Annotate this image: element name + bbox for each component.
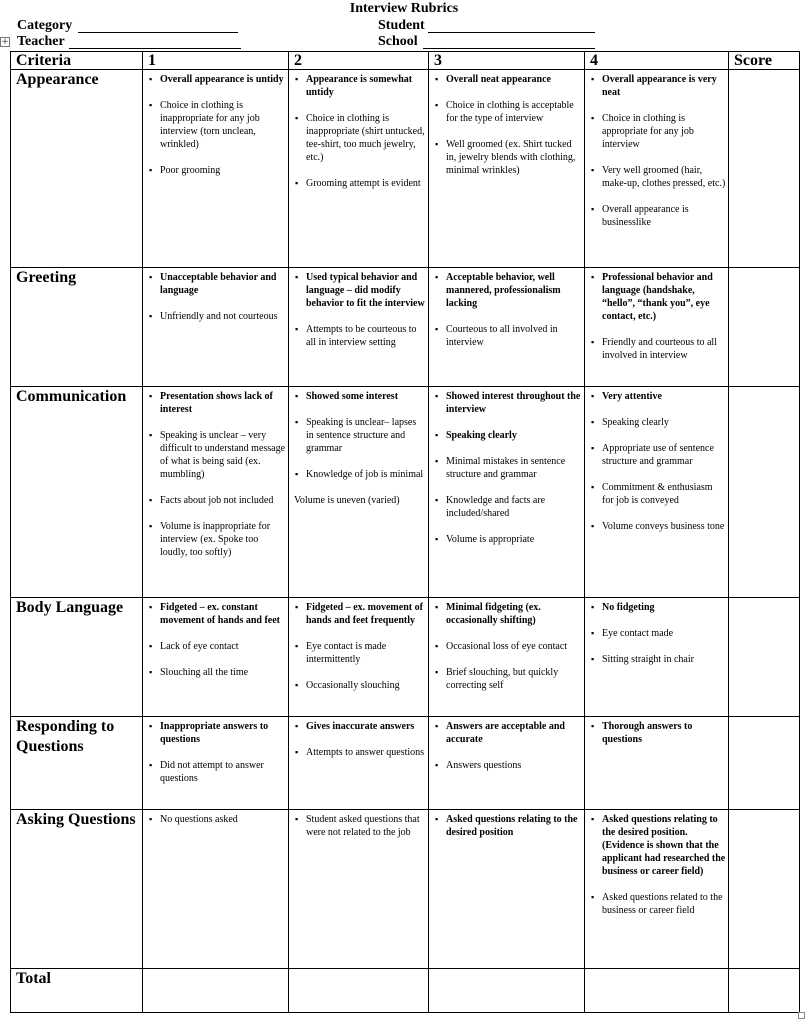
header-level-1: 1 bbox=[143, 52, 289, 70]
descriptor-item: Volume is uneven (varied) bbox=[294, 495, 400, 506]
descriptor-item: ▪ Asked questions relating to the desired position. (Evidence is shown that the applicant had researched the business or career field) bbox=[590, 813, 726, 878]
student-label: Student bbox=[378, 18, 425, 33]
level-1-cell bbox=[143, 969, 289, 1013]
descriptor-item: ▪ Attempts to be courteous to all in interview setting bbox=[294, 323, 426, 349]
descriptor-item: ▪ Commitment & enthusiasm for job is conveyed bbox=[590, 481, 726, 507]
rubric-row-body-language bbox=[11, 598, 800, 717]
descriptor-item: ▪ Eye contact made bbox=[590, 627, 726, 640]
rubric-row-greeting bbox=[11, 268, 800, 387]
level-1-cell bbox=[143, 810, 289, 969]
descriptor-item: ▪ Lack of eye contact bbox=[148, 640, 286, 653]
descriptor-item: ▪ Choice in clothing is acceptable for the type of interview bbox=[434, 99, 582, 125]
rubric-table bbox=[10, 51, 800, 1013]
level-3-cell bbox=[429, 70, 585, 268]
level-2-cell bbox=[289, 268, 429, 387]
descriptor-item: ▪ Presentation shows lack of interest bbox=[148, 390, 286, 416]
score-cell[interactable] bbox=[729, 70, 800, 268]
descriptor-item: ▪ Very well groomed (hair, make-up, clothes pressed, etc.) bbox=[590, 164, 726, 190]
header-level-3: 3 bbox=[429, 52, 585, 70]
score-cell[interactable] bbox=[729, 268, 800, 387]
descriptor-item: ▪ No questions asked bbox=[148, 813, 286, 826]
descriptor-item: ▪ Brief slouching, but quickly correcting self bbox=[434, 666, 582, 692]
score-cell[interactable] bbox=[729, 717, 800, 810]
level-2-cell bbox=[289, 717, 429, 810]
rubric-row-responding-to-questions bbox=[11, 717, 800, 810]
descriptor-item: ▪ Unacceptable behavior and language bbox=[148, 271, 286, 297]
teacher-field[interactable] bbox=[69, 48, 241, 49]
descriptor-item: ▪ Professional behavior and language (handshake, “hello”, “thank you”, eye contact, etc.) bbox=[590, 271, 726, 323]
level-1-cell bbox=[143, 70, 289, 268]
rubric-row-appearance bbox=[11, 70, 800, 268]
descriptor-item: ▪ Sitting straight in chair bbox=[590, 653, 726, 666]
level-4-cell bbox=[585, 70, 729, 268]
descriptor-item: ▪ Choice in clothing is inappropriate for any job interview (torn unclean, wrinkled) bbox=[148, 99, 286, 151]
level-2-cell bbox=[289, 598, 429, 717]
descriptor-item: ▪ Overall appearance is businesslike bbox=[590, 203, 726, 229]
descriptor-item: ▪ Courteous to all involved in interview bbox=[434, 323, 582, 349]
descriptor-item: ▪ Speaking is unclear– lapses in sentence structure and grammar bbox=[294, 416, 426, 455]
descriptor-item: ▪ Knowledge of job is minimal bbox=[294, 468, 426, 481]
descriptor-item: ▪ Asked questions related to the business or career field bbox=[590, 891, 726, 917]
level-2-cell bbox=[289, 969, 429, 1013]
descriptor-item: ▪ Thorough answers to questions bbox=[590, 720, 726, 746]
level-1-cell bbox=[143, 717, 289, 810]
level-4-cell bbox=[585, 810, 729, 969]
descriptor-item: ▪ Used typical behavior and language – did modify behavior to fit the interview bbox=[294, 271, 426, 310]
descriptor-item: ▪ Knowledge and facts are included/shared bbox=[434, 494, 582, 520]
header-criteria: Criteria bbox=[11, 52, 143, 70]
level-4-cell bbox=[585, 387, 729, 598]
school-label: School bbox=[378, 34, 418, 49]
level-1-cell bbox=[143, 268, 289, 387]
descriptor-item: ▪ Acceptable behavior, well mannered, professionalism lacking bbox=[434, 271, 582, 310]
descriptor-item: ▪ Choice in clothing is inappropriate (shirt untucked, tee-shirt, too much jewelry, etc.) bbox=[294, 112, 426, 164]
criteria-cell: Total bbox=[11, 969, 143, 1013]
descriptor-item: ▪ Choice in clothing is appropriate for any job interview bbox=[590, 112, 726, 151]
descriptor-item: ▪ Speaking is unclear – very difficult to understand message of what is being said (ex. mumbling) bbox=[148, 429, 286, 481]
level-1-cell bbox=[143, 598, 289, 717]
level-2-cell bbox=[289, 70, 429, 268]
descriptor-item: ▪ Answers questions bbox=[434, 759, 582, 772]
criteria-cell: Greeting bbox=[11, 268, 143, 387]
level-4-cell bbox=[585, 969, 729, 1013]
level-1-cell bbox=[143, 387, 289, 598]
descriptor-item: ▪ Unfriendly and not courteous bbox=[148, 310, 286, 323]
descriptor-item: ▪ Appearance is somewhat untidy bbox=[294, 73, 426, 99]
descriptor-item: ▪ Speaking clearly bbox=[434, 429, 582, 442]
descriptor-item: ▪ Poor grooming bbox=[148, 164, 286, 177]
descriptor-item: ▪ Overall appearance is very neat bbox=[590, 73, 726, 99]
score-cell[interactable] bbox=[729, 598, 800, 717]
header-level-4: 4 bbox=[585, 52, 729, 70]
descriptor-item: ▪ Eye contact is made intermittently bbox=[294, 640, 426, 666]
descriptor-item: ▪ Attempts to answer questions bbox=[294, 746, 426, 759]
level-3-cell bbox=[429, 387, 585, 598]
descriptor-item: ▪ Overall appearance is untidy bbox=[148, 73, 286, 86]
level-2-cell bbox=[289, 810, 429, 969]
category-field[interactable] bbox=[78, 32, 238, 33]
level-3-cell bbox=[429, 268, 585, 387]
descriptor-item: ▪ Friendly and courteous to all involved in interview bbox=[590, 336, 726, 362]
descriptor-item: ▪ Fidgeted – ex. movement of hands and feet frequently bbox=[294, 601, 426, 627]
level-2-cell bbox=[289, 387, 429, 598]
level-3-cell bbox=[429, 598, 585, 717]
descriptor-item: ▪ Showed interest throughout the interview bbox=[434, 390, 582, 416]
table-resize-handle-icon[interactable] bbox=[798, 1012, 805, 1019]
descriptor-item: ▪ Grooming attempt is evident bbox=[294, 177, 426, 190]
rubric-row-asking-questions bbox=[11, 810, 800, 969]
criteria-cell: Responding to Questions bbox=[11, 717, 143, 810]
descriptor-item: ▪ Minimal mistakes in sentence structure and grammar bbox=[434, 455, 582, 481]
score-cell[interactable] bbox=[729, 969, 800, 1013]
school-field[interactable] bbox=[423, 48, 595, 49]
criteria-cell: Appearance bbox=[11, 70, 143, 268]
descriptor-item: ▪ Volume conveys business tone bbox=[590, 520, 726, 533]
category-label: Category bbox=[17, 18, 73, 33]
level-4-cell bbox=[585, 598, 729, 717]
descriptor-item: ▪ No fidgeting bbox=[590, 601, 726, 614]
descriptor-item: ▪ Very attentive bbox=[590, 390, 726, 403]
level-3-cell bbox=[429, 810, 585, 969]
descriptor-item: ▪ Did not attempt to answer questions bbox=[148, 759, 286, 785]
table-move-handle-icon[interactable]: + bbox=[1, 37, 9, 47]
descriptor-item: ▪ Occasionally slouching bbox=[294, 679, 426, 692]
descriptor-item: ▪ Answers are acceptable and accurate bbox=[434, 720, 582, 746]
descriptor-item: ▪ Overall neat appearance bbox=[434, 73, 582, 86]
header-score: Score bbox=[729, 52, 800, 70]
descriptor-item: ▪ Gives inaccurate answers bbox=[294, 720, 426, 733]
score-cell[interactable] bbox=[729, 387, 800, 598]
descriptor-item: ▪ Inappropriate answers to questions bbox=[148, 720, 286, 746]
descriptor-item: ▪ Occasional loss of eye contact bbox=[434, 640, 582, 653]
descriptor-item: ▪ Appropriate use of sentence structure and grammar bbox=[590, 442, 726, 468]
score-cell[interactable] bbox=[729, 810, 800, 969]
descriptor-item: ▪ Volume is appropriate bbox=[434, 533, 582, 546]
descriptor-item: ▪ Minimal fidgeting (ex. occasionally shifting) bbox=[434, 601, 582, 627]
descriptor-item: ▪ Asked questions relating to the desired position bbox=[434, 813, 582, 839]
criteria-cell: Body Language bbox=[11, 598, 143, 717]
page-title: Interview Rubrics bbox=[349, 1, 459, 16]
student-field[interactable] bbox=[428, 32, 595, 33]
descriptor-item: ▪ Facts about job not included bbox=[148, 494, 286, 507]
descriptor-item: ▪ Speaking clearly bbox=[590, 416, 726, 429]
teacher-label: Teacher bbox=[17, 34, 65, 49]
level-3-cell bbox=[429, 969, 585, 1013]
descriptor-item: ▪ Student asked questions that were not related to the job bbox=[294, 813, 426, 839]
criteria-cell: Asking Questions bbox=[11, 810, 143, 969]
descriptor-item: ▪ Slouching all the time bbox=[148, 666, 286, 679]
criteria-cell: Communication bbox=[11, 387, 143, 598]
descriptor-item: ▪ Showed some interest bbox=[294, 390, 426, 403]
descriptor-item: ▪ Fidgeted – ex. constant movement of hands and feet bbox=[148, 601, 286, 627]
level-4-cell bbox=[585, 268, 729, 387]
rubric-row-total bbox=[11, 969, 800, 1013]
descriptor-item: ▪ Volume is inappropriate for interview (ex. Spoke too loudly, too softly) bbox=[148, 520, 286, 559]
level-3-cell bbox=[429, 717, 585, 810]
descriptor-item: ▪ Well groomed (ex. Shirt tucked in, jewelry blends with clothing, minimal wrinkles) bbox=[434, 138, 582, 177]
header-level-2: 2 bbox=[289, 52, 429, 70]
level-4-cell bbox=[585, 717, 729, 810]
rubric-row-communication bbox=[11, 387, 800, 598]
